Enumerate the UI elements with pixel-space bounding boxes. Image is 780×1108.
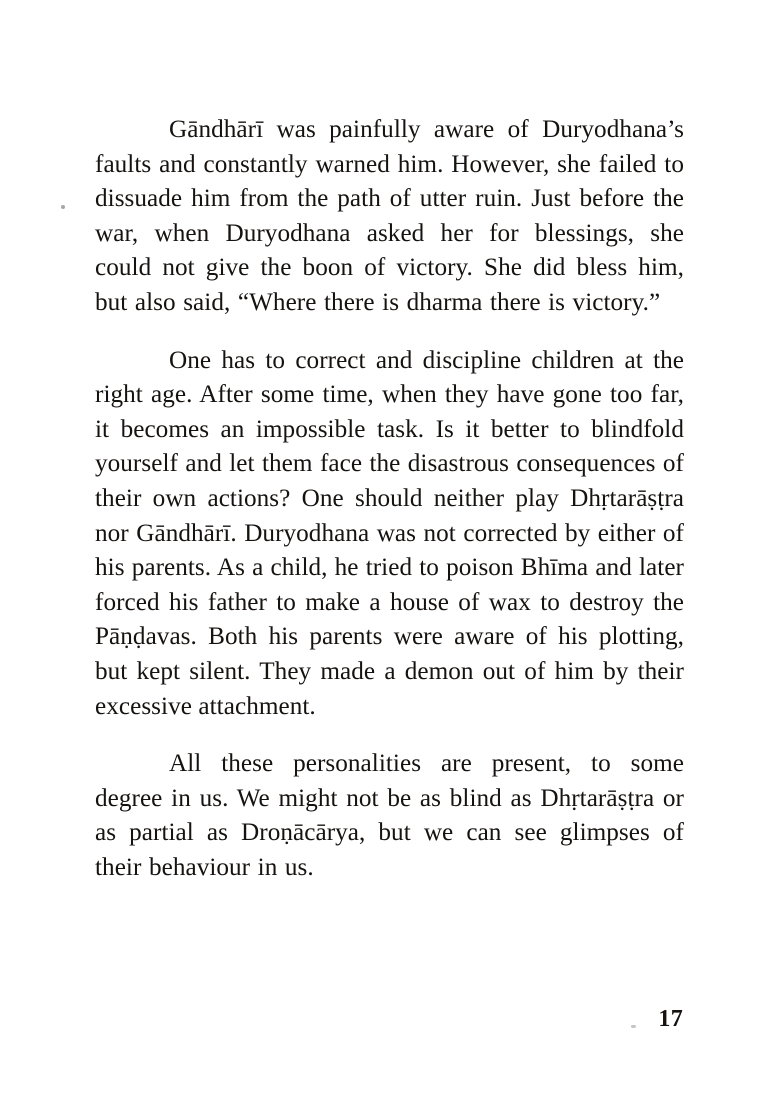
page-number: 17: [658, 1006, 683, 1032]
scan-speck-margin: [61, 205, 65, 209]
paragraph-discipline: One has to correct and discipline children at the right age. After some time, when they have gone too far, it becomes an impossible task. Is it better to blindfold yourself and let them face the disastrous consequences of their own actions? One should neither play Dhṛtarāṣṭra nor Gāndhārī. Duryodhana was not corrected by either of his parents. As a child, he tried to poison Bhīma and later forced his father to make a house of wax to destroy the Pāṇḍavas. Both his parents were aware of his plotting, but kept silent. They made a demon out of him by their excessive attachment.: [95, 346, 684, 720]
scan-speck-folio: [631, 1025, 636, 1028]
page-text-block: [95, 113, 684, 885]
paragraph-personalities: All these personalities are present, to some degree in us. We might not be as blind as Dhṛtarāṣṭra or as partial as Droṇācārya, but we can see glimpses of their behaviour in us.: [95, 750, 684, 881]
paragraph-gandhari: Gāndhārī was painfully aware of Duryodhana’s faults and constantly warned him. However, she failed to dissuade him from the path of utter ruin. Just before the war, when Duryodhana asked her for blessings, she could not give the boon of victory. She did bless him, but also said, “Where there is dharma there is victory.”: [95, 116, 684, 316]
